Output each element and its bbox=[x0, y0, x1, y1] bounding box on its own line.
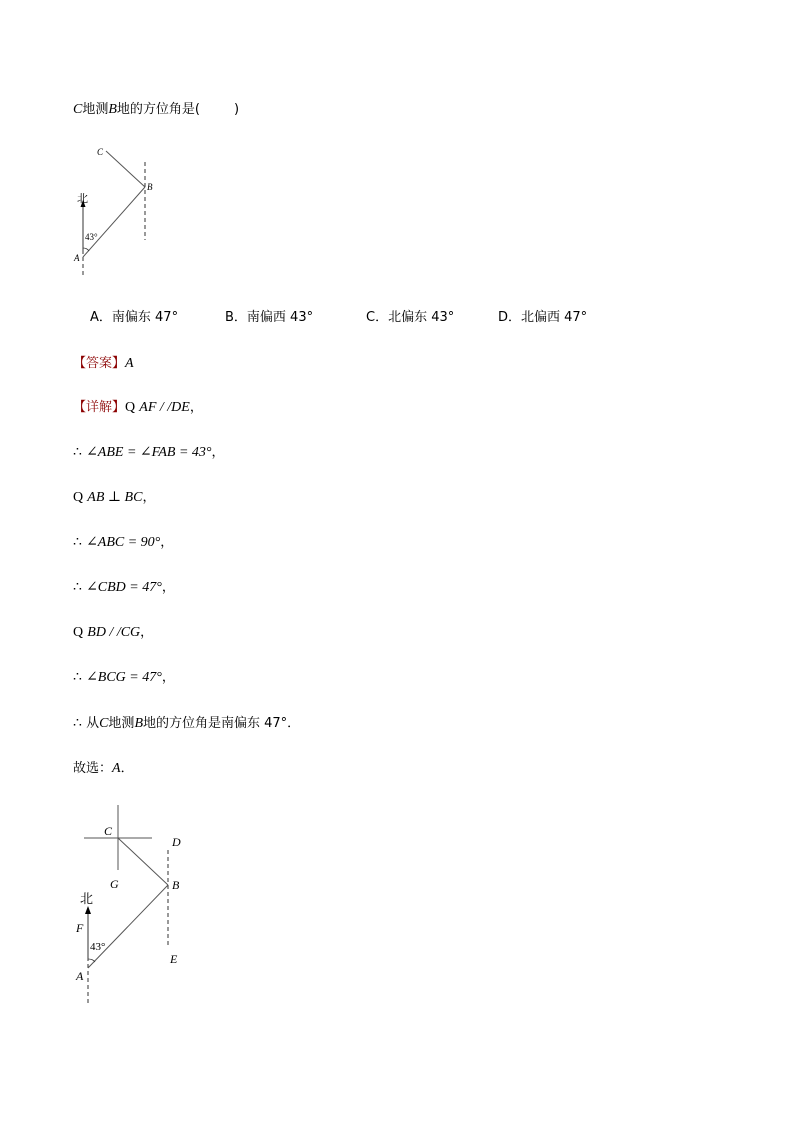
north-label: 北 bbox=[80, 891, 94, 906]
detail-line-5 bbox=[73, 579, 175, 597]
math-expression: ∠ABC = 90° bbox=[86, 535, 161, 550]
point-a-label: A bbox=[76, 969, 84, 983]
therefore-symbol: ∴ bbox=[73, 670, 82, 685]
answer-line bbox=[73, 355, 134, 373]
option-d: D．北偏西 47° bbox=[498, 310, 588, 325]
segment-bc bbox=[118, 838, 168, 885]
segment-ab bbox=[83, 187, 145, 257]
because-symbol: Q bbox=[73, 490, 84, 505]
choose-label: 故选： bbox=[73, 761, 113, 776]
question-part: 地测 bbox=[82, 102, 109, 117]
solution-figure bbox=[70, 800, 200, 1010]
punctuation: ， bbox=[142, 490, 156, 505]
angle-label: 43° bbox=[90, 941, 106, 953]
detail-line-7 bbox=[73, 669, 175, 687]
point-c-label: C bbox=[99, 716, 109, 731]
point-a-label: A bbox=[74, 253, 80, 263]
because-symbol: Q bbox=[125, 400, 136, 415]
segment-ab bbox=[88, 885, 168, 968]
therefore-symbol: ∴ bbox=[73, 535, 82, 550]
math-expression: BD / /CG bbox=[87, 625, 141, 640]
choose-line bbox=[73, 760, 134, 778]
punctuation: ， bbox=[160, 535, 174, 550]
point-b-label: B bbox=[108, 102, 117, 117]
option-a: A．南偏东 47° bbox=[90, 310, 179, 325]
answer-value: A bbox=[125, 356, 134, 371]
conclusion-part: 地测 bbox=[108, 716, 135, 731]
point-c-label: C bbox=[104, 824, 113, 838]
therefore-symbol: ∴ bbox=[73, 445, 82, 460]
angle-label: 43° bbox=[85, 232, 98, 242]
option-c: C．北偏东 43° bbox=[366, 310, 455, 325]
choose-value: A bbox=[112, 761, 121, 776]
question-part: 地的方位角是( bbox=[116, 102, 200, 117]
punctuation: ， bbox=[161, 580, 175, 595]
north-arrow-icon bbox=[85, 906, 91, 914]
punctuation: ， bbox=[189, 400, 203, 415]
north-label: 北 bbox=[77, 193, 88, 205]
point-b-label: B bbox=[147, 182, 153, 192]
segment-bc bbox=[106, 151, 145, 187]
answer-tag: 【答案】 bbox=[73, 356, 126, 371]
punctuation: ． bbox=[120, 761, 134, 776]
detail-line-4 bbox=[73, 534, 173, 552]
point-c-label: C bbox=[97, 147, 104, 157]
math-expression: AF / /DE bbox=[139, 400, 190, 415]
therefore-symbol: ∴ bbox=[73, 580, 82, 595]
math-expression: ∠BCG = 47° bbox=[86, 670, 162, 685]
punctuation: ， bbox=[161, 670, 175, 685]
detail-line-6 bbox=[73, 624, 153, 642]
conclusion-part: 从 bbox=[86, 716, 100, 731]
conclusion-line bbox=[73, 715, 300, 733]
detail-tag: 【详解】 bbox=[73, 400, 126, 415]
detail-line-3 bbox=[73, 489, 155, 507]
math-expression: ∠ABE = ∠FAB = 43° bbox=[86, 445, 212, 460]
point-b-label: B bbox=[172, 878, 180, 892]
detail-line-1 bbox=[73, 399, 203, 417]
math-expression: AB ⊥ BC bbox=[87, 490, 143, 505]
point-c-label: C bbox=[73, 102, 83, 117]
point-f-label: F bbox=[76, 921, 84, 935]
therefore-symbol: ∴ bbox=[73, 716, 82, 731]
punctuation: ， bbox=[211, 445, 225, 460]
conclusion-part: 地的方位角是南偏东 47°． bbox=[143, 716, 301, 731]
point-d-label: D bbox=[172, 835, 181, 849]
question-part: ) bbox=[234, 102, 240, 117]
punctuation: ， bbox=[140, 625, 154, 640]
detail-line-2 bbox=[73, 444, 225, 462]
math-expression: ∠CBD = 47° bbox=[86, 580, 162, 595]
point-e-label: E bbox=[170, 952, 178, 966]
point-g-label: G bbox=[110, 877, 119, 891]
question-text bbox=[73, 101, 239, 119]
option-b: B．南偏西 43° bbox=[225, 310, 314, 325]
because-symbol: Q bbox=[73, 625, 84, 640]
question-figure bbox=[70, 140, 180, 280]
point-b-label: B bbox=[134, 716, 143, 731]
